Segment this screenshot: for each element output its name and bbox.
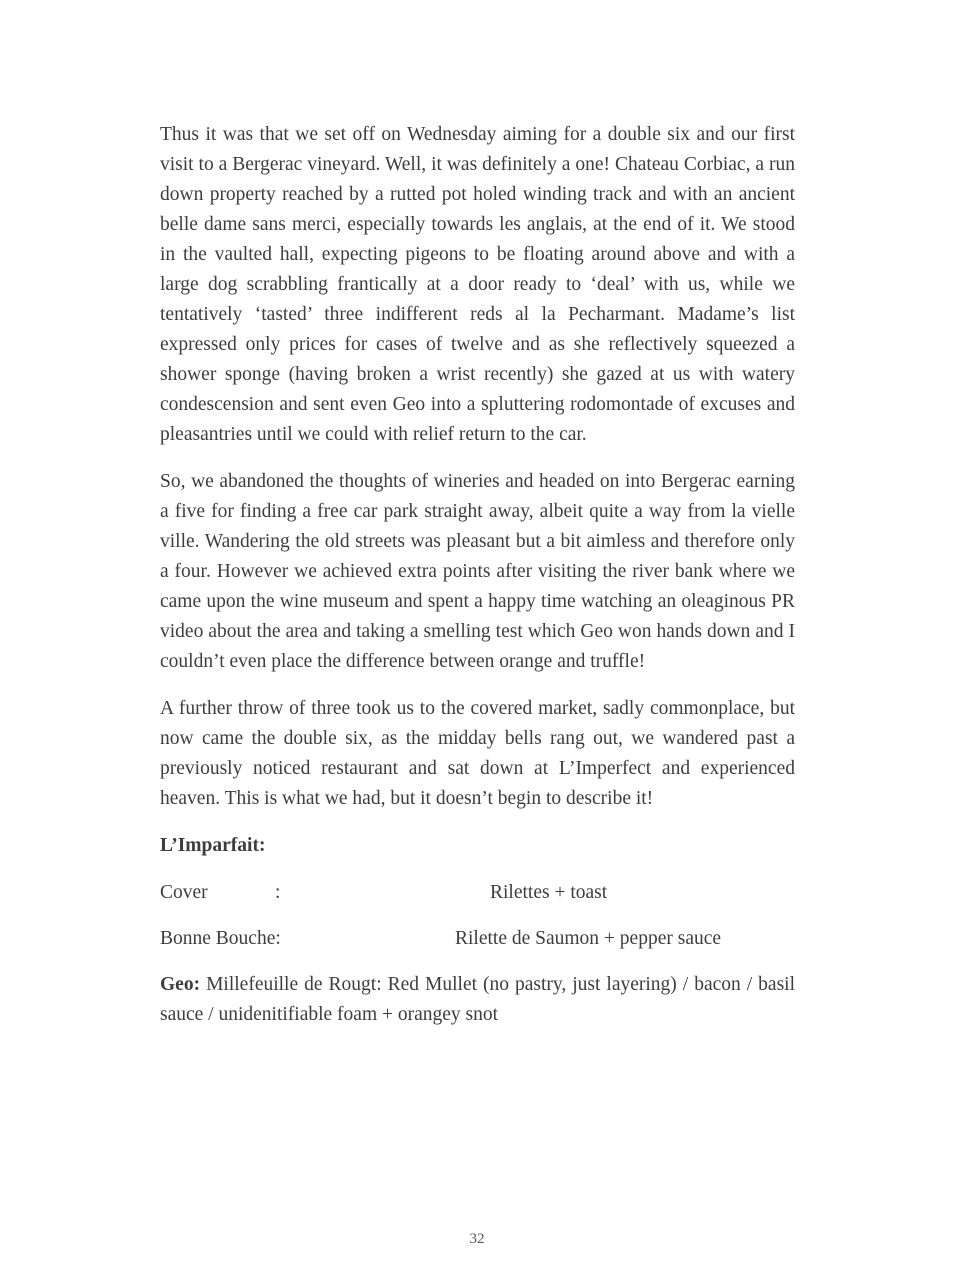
menu-row-label: Bonne Bouche: [160, 928, 281, 949]
paragraph-2: So, we abandoned the thoughts of wineries and headed on into Bergerac earning a five for finding a free car park straight away, albeit quite a way from la vielle ville. Wandering the old streets was pleasant but a bit aimless and therefore only a four. However we achieved extra points after visiting the river bank where we came upon the wine museum and spent a happy time watching an oleaginous PR video about the area and taking a smelling test which Geo won hands down and I couldn’t even place the difference between orange and truffle! [160, 471, 795, 672]
paragraph-3: A further throw of three took us to the covered market, sadly commonplace, but now came the double six, as the midday bells rang out, we wandered past a previously noticed restaurant and sat down at L’Imperfect and experienced heaven. This is what we had, but it doesn’t begin to describe it! [160, 698, 795, 809]
geo-paragraph [160, 970, 795, 1030]
menu-row-label: Cover [160, 882, 208, 903]
page-number: 32 [469, 1231, 485, 1247]
menu-heading: L’Imparfait: [160, 835, 266, 856]
geo-label: Geo: [160, 974, 201, 995]
menu-row-value: Rilettes + toast [490, 882, 608, 903]
menu-row-separator: : [275, 882, 281, 903]
geo-text: Millefeuille de Rougt: Red Mullet (no pastry, just layering) / bacon / basil sauce / unidenitifiable foam + orangey snot [160, 974, 796, 1025]
menu-row-value: Rilette de Saumon + pepper sauce [455, 928, 722, 949]
paragraph-1: Thus it was that we set off on Wednesday aiming for a double six and our first visit to a Bergerac vineyard. Well, it was definitely a one! Chateau Corbiac, a run down property reached by a rutted pot holed winding track and with an ancient belle dame sans merci, especially towards les anglais, at the end of it. We stood in the vaulted hall, expecting pigeons to be floating around above and with a large dog scrabbling frantically at a door ready to ‘deal’ with us, while we tentatively ‘tasted’ three indifferent reds al la Pecharmant. Madame’s list expressed only prices for cases of twelve and as she reflectively squeezed a shower sponge (having broken a wrist recently) she gazed at us with watery condescension and sent even Geo into a spluttering rodomontade of excuses and pleasantries until we could with relief return to the car. [160, 124, 795, 445]
menu-row-cover [160, 878, 795, 908]
menu-row-bonne-bouche [160, 924, 795, 954]
